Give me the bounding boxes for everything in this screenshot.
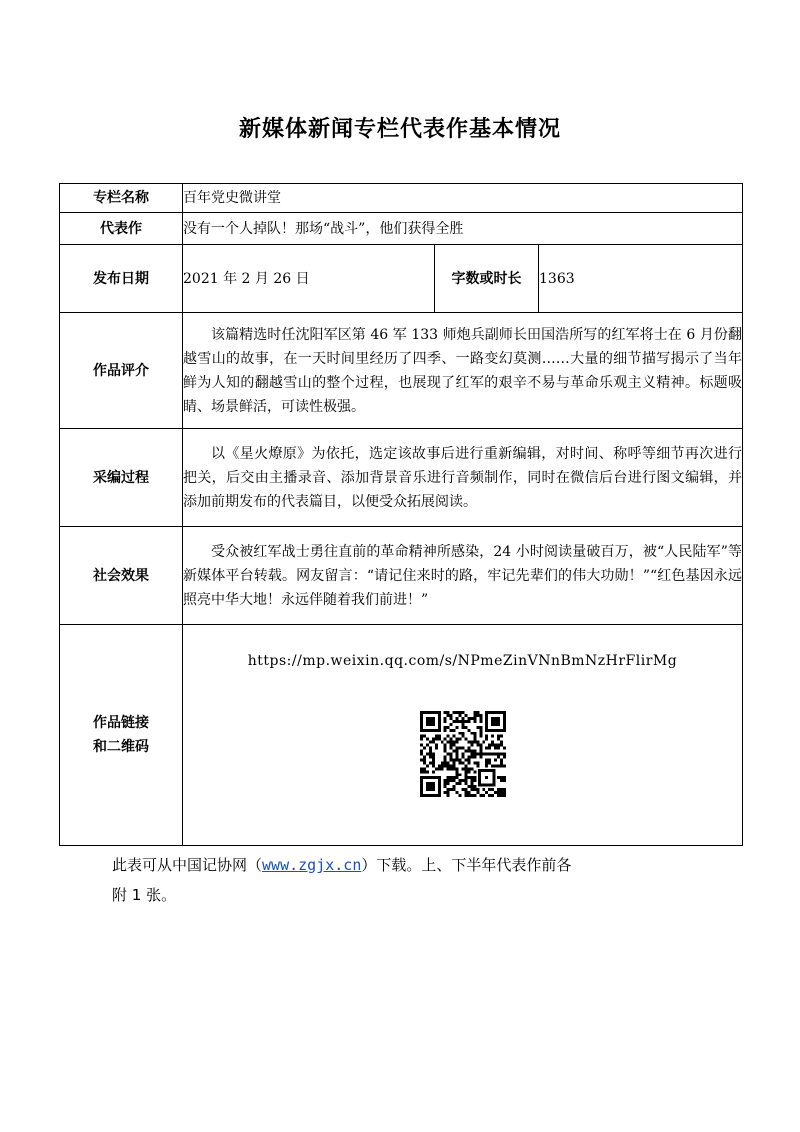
column-name-value: 百年党史微讲堂 xyxy=(183,184,743,213)
representative-value: 没有一个人掉队！那场“战斗”，他们获得全胜 xyxy=(183,213,743,245)
effect-text: 受众被红军战士勇往直前的革命精神所感染，24 小时阅读量破百万，被“人民陆军”等新媒体平台转载。网友留言：“请记住来时的路，牢记先辈们的伟大功勋！”“红色基因永远照亮中华大地！永远伴随着我们前进！” xyxy=(183,543,742,608)
word-count-value: 1363 xyxy=(539,245,743,313)
footer-line2: 附 1 张。 xyxy=(112,886,177,904)
row-publish xyxy=(60,245,743,313)
row-effect xyxy=(60,527,743,625)
representative-label: 代表作 xyxy=(60,213,183,245)
page-title: 新媒体新闻专栏代表作基本情况 xyxy=(238,116,561,142)
article-url[interactable]: https://mp.weixin.qq.com/s/NPmeZinVNnBmNzHrFlirMg xyxy=(247,653,678,669)
word-count-label: 字数或时长 xyxy=(435,245,539,313)
effect-cell xyxy=(183,527,743,625)
row-column-name xyxy=(60,184,743,213)
row-link xyxy=(60,625,743,846)
footer-line1 xyxy=(112,850,712,880)
link-label-line1: 作品链接 xyxy=(93,715,149,731)
link-cell xyxy=(183,625,743,846)
footer-text-before: 此表可从中国记协网（ xyxy=(112,856,263,874)
row-representative xyxy=(60,213,743,245)
footer-note xyxy=(112,850,712,910)
footer-text-after: ）下载。上、下半年代表作前各 xyxy=(361,856,572,874)
review-text: 该篇精选时任沈阳军区第 46 军 133 师炮兵副师长田国浩所写的红军将士在 6 月份翻越雪山的故事，在一天时间里经历了四季、一路变幻莫测……大量的细节描写揭示了当年鲜为人知的翻越雪山的整个过程，也展现了红军的艰辛不易与革命乐观主义精神。标题吸睛、场景鲜活，可读性极强。 xyxy=(183,326,742,415)
process-label: 采编过程 xyxy=(60,429,183,527)
review-cell xyxy=(183,313,743,429)
review-label: 作品评介 xyxy=(60,313,183,429)
process-cell xyxy=(183,429,743,527)
row-process xyxy=(60,429,743,527)
link-label xyxy=(60,625,183,846)
row-review xyxy=(60,313,743,429)
publish-date-label: 发布日期 xyxy=(60,245,183,313)
column-name-label: 专栏名称 xyxy=(60,184,183,213)
link-label-line2: 和二维码 xyxy=(93,739,149,755)
qr-code-icon[interactable] xyxy=(420,711,506,797)
zgjx-link[interactable]: www.zgjx.cn xyxy=(262,856,362,874)
effect-label: 社会效果 xyxy=(60,527,183,625)
process-text: 以《星火燎原》为依托，选定该故事后进行重新编辑，对时间、称呼等细节再次进行把关，后交由主播录音、添加背景音乐进行音频制作，同时在微信后台进行图文编辑，并添加前期发布的代表篇目，以便受众拓展阅读。 xyxy=(183,445,742,510)
info-table xyxy=(59,183,743,846)
publish-date-value: 2021 年 2 月 26 日 xyxy=(183,245,435,313)
